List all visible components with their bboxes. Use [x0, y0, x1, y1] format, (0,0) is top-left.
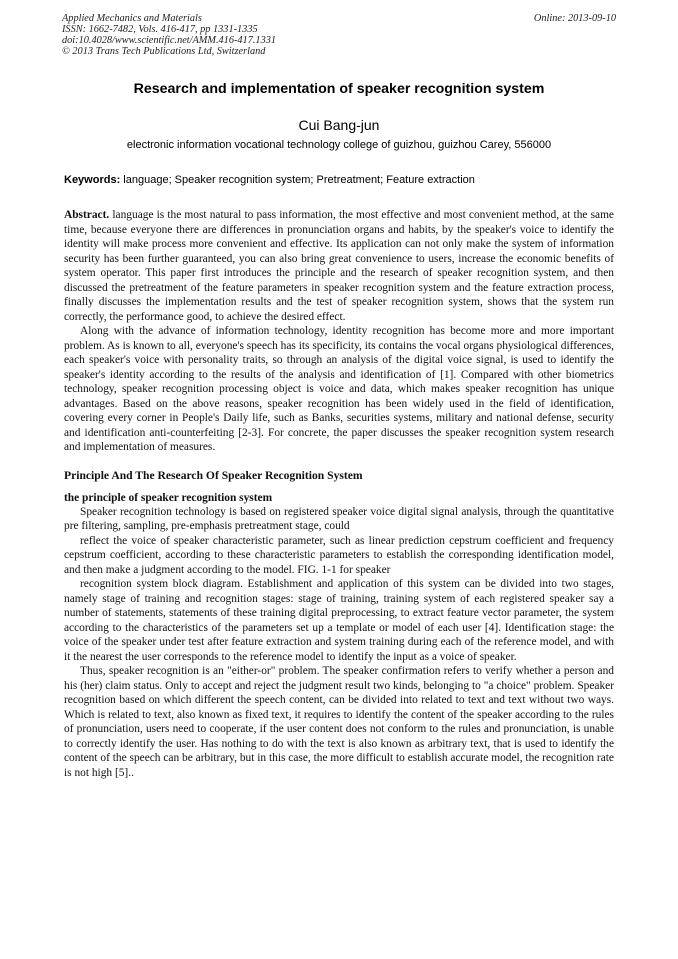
- journal-name: Applied Mechanics and Materials: [62, 13, 202, 24]
- online-date: Online: 2013-09-10: [533, 13, 616, 24]
- section-paragraph: reflect the voice of speaker characteristic parameter, such as linear prediction cepstrum coefficient and frequency cepstrum coefficient, according to these characteristic parameters to establish the corresponding identification model, and then make a judgment according to the model. FIG. 1-1 for speaker: [64, 534, 614, 576]
- intro-paragraph: Along with the advance of information technology, identity recognition has become more and more important problem. As is known to all, everyone's speech has its specificity, its contains the vocal organs physiological differences, each speaker's voice with personality traits, so through an analysis of the digital voice signal, is used to identify the speaker's identity according to the results of the analysis and identification of [1]. Compared with other biometrics technology, speaker recognition processing object is voice and data, which makes speaker recognition has unique advantages. Based on the above reasons, speaker recognition has been widely used in the field of identification, covering every corner in People's Daily life, such as Banks, securities systems, military and national defense, security and identification anti-counterfeiting [2-3]. For concrete, the paper discusses the speaker recognition system research and implementation of measures.: [64, 325, 614, 453]
- affiliation: electronic information vocational technology college of guizhou, guizhou Carey, 556000: [126, 139, 552, 151]
- keywords: [64, 173, 624, 187]
- paper-body: [64, 208, 614, 780]
- journal-header: [62, 13, 482, 57]
- keywords-text: language; Speaker recognition system; Pretreatment; Feature extraction: [120, 174, 475, 186]
- section-paragraph: Speaker recognition technology is based on registered speaker voice digital signal analysis, through the quantitative pre filtering, sampling, pre-emphasis pretreatment stage, could: [64, 505, 614, 532]
- author-name: Cui Bang-jun: [298, 117, 380, 133]
- section-paragraph: Thus, speaker recognition is an "either-or" problem. The speaker confirmation refers to verify whether a person and his (her) claim status. Only to accept and reject the judgment result two kinds, belonging to "a choice" problem. Speaker recognition based on which different the speech content, can be divided into related to text and text without two ways. Which is related to text, also known as fixed text, it requires to identify the content of the speaker according to the rules of pronunciation, users need to cooperate, if the user content does not conform to the rules and pronunciation, is unable to correctly identify the user. Has nothing to do with the text is also known as arbitrary text, that is used to identify the content of the speech can be arbitrary, but in this case, the more difficult to establish accurate model, the recognition rate is not high [5]..: [64, 665, 614, 779]
- abstract-label: Abstract.: [64, 209, 110, 221]
- subsection-heading: the principle of speaker recognition system: [64, 491, 273, 504]
- abstract-text: language is the most natural to pass information, the most effective and most convenient method, at the same time, because everyone there are differences in pronunciation organs and habits, by the speaker's voice to identify the identity will make process more convenient and effective. Its application can not only make the system of information security has been further guaranteed, you can also bring great convenience to users, increase the economic benefits of system operator. This paper first introduces the principle and the research of speaker recognition system, and then discussed the pretreatment of the feature parameters in speaker recognition system and the feature extraction process, finally discusses the implementation results and the test of speaker recognition system, shows that the system run correctly, the performance good, to achieve the desired effect.: [64, 209, 614, 323]
- issn-line: ISSN: 1662-7482, Vols. 416-417, pp 1331-1335: [62, 24, 258, 35]
- section-paragraph: recognition system block diagram. Establishment and application of this system can be divided into two stages, namely stage of training and recognition stages: stage of training, training system of each registered speaker say a number of statements, statements of these training digital preprocessing, to extract feature vector parameter, the system according to the characteristics of the parameters set up a template or model of each user [4]. Identification stage: the voice of the speaker under test after feature extraction and system training during each of the reference model, and with it the nearest the user corresponds to the reference model to identify the input as a voice of speaker.: [64, 578, 614, 663]
- copyright-line: © 2013 Trans Tech Publications Ltd, Switzerland: [62, 46, 266, 57]
- abstract: [64, 208, 614, 324]
- paper-title: Research and implementation of speaker recognition system: [133, 81, 545, 97]
- doi-line: doi:10.4028/www.scientific.net/AMM.416-417.1331: [62, 35, 277, 46]
- keywords-label: Keywords:: [64, 174, 121, 186]
- section-heading: Principle And The Research Of Speaker Recognition System: [64, 468, 363, 482]
